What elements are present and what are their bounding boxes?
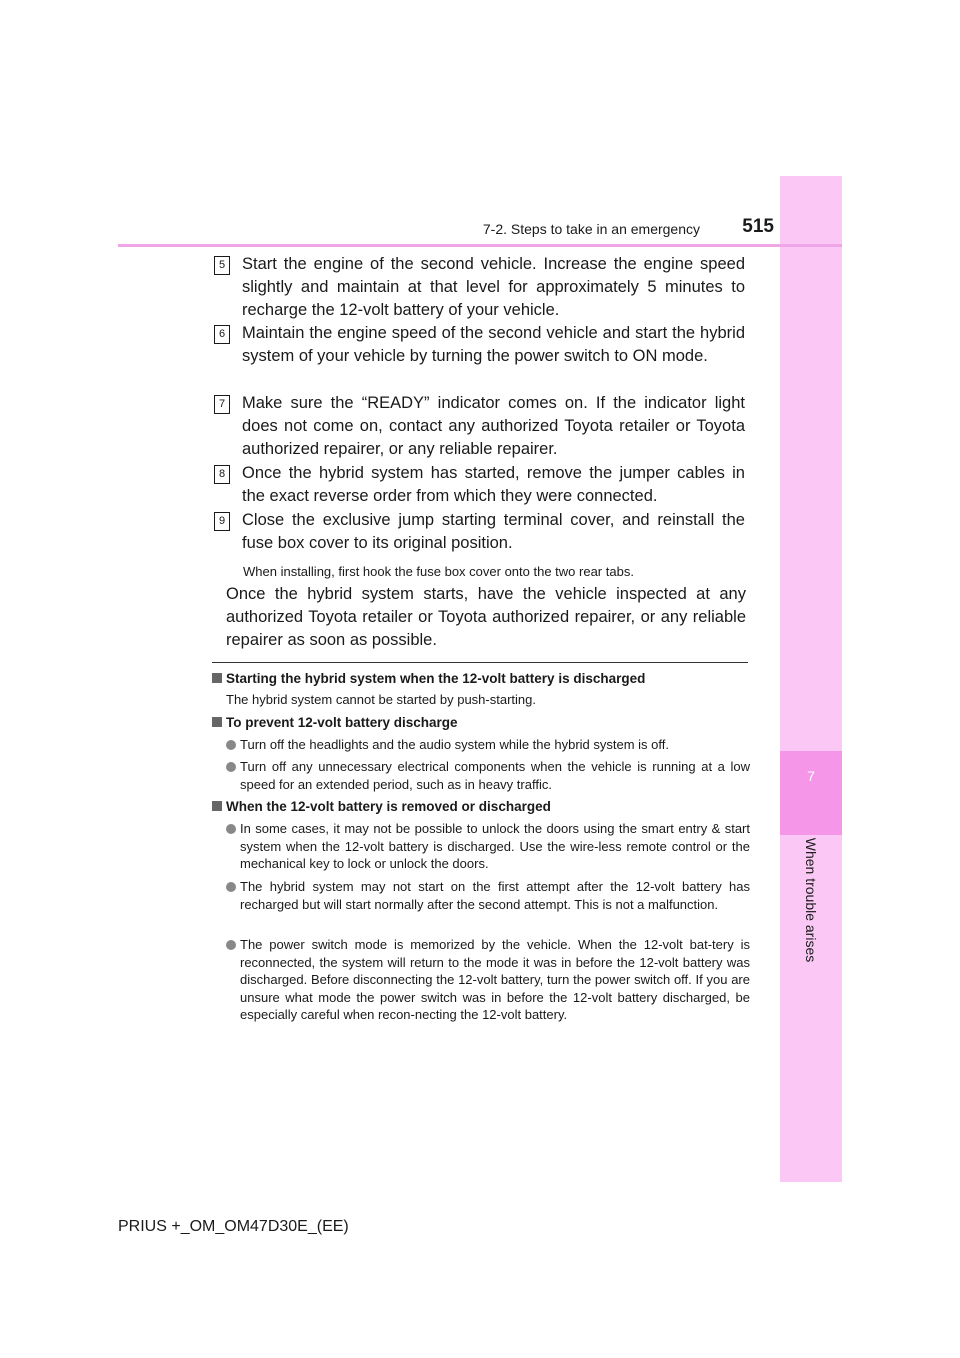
document-code-footer: PRIUS +_OM_OM47D30E_(EE) xyxy=(118,1218,349,1235)
square-bullet-icon xyxy=(212,801,222,811)
chapter-number-block xyxy=(780,751,842,835)
info-heading-text: When the 12-volt battery is removed or discharged xyxy=(226,799,551,814)
step-text: Once the hybrid system has started, remove the jumper cables in the exact reverse order from which they were connected. xyxy=(242,464,745,505)
info-heading-battery-removed xyxy=(212,798,752,816)
step-text: Start the engine of the second vehicle. Increase the engine speed slightly and maintain at that level for approximately 5 minutes to recharge the 12-volt battery of your vehicle. xyxy=(242,255,745,319)
step-text: Maintain the engine speed of the second vehicle and start the hybrid system of your vehicle by turning the power switch to ON mode. xyxy=(242,324,745,365)
info-heading-push-start xyxy=(212,670,752,688)
header-rule xyxy=(118,244,842,247)
info-heading-text: To prevent 12-volt battery discharge xyxy=(226,715,458,730)
info-text: The hybrid system cannot be started by push-starting. xyxy=(226,692,536,707)
chapter-number: 7 xyxy=(807,768,815,784)
bullet-dot-icon xyxy=(226,824,236,834)
step-9-note: When installing, first hook the fuse box cover onto the two rear tabs. xyxy=(243,564,634,579)
step-text: Close the exclusive jump starting terminal cover, and reinstall the fuse box cover to its original position. xyxy=(242,511,745,552)
bullet-dot-icon xyxy=(226,882,236,892)
bullet-text: Turn off the headlights and the audio system while the hybrid system is off. xyxy=(240,737,669,752)
square-bullet-icon xyxy=(212,717,222,727)
step-number-box: 9 xyxy=(214,512,230,531)
bullet-text: Turn off any unnecessary electrical components when the vehicle is running at a low speed for an extended period, such as in heavy traffic. xyxy=(240,759,750,792)
step-text: Make sure the “READY” indicator comes on. If the indicator light does not come on, contact any authorized Toyota retailer or Toyota authorized repairer, or any reliable repairer. xyxy=(242,394,745,458)
step-number-box: 8 xyxy=(214,465,230,484)
square-bullet-icon xyxy=(212,673,222,683)
info-heading-text: Starting the hybrid system when the 12-volt battery is discharged xyxy=(226,671,646,686)
bullet-text: The hybrid system may not start on the first attempt after the 12-volt battery has recharged but will start normally after the second attempt. This is not a malfunction. xyxy=(240,879,750,912)
info-heading-prevent-discharge xyxy=(212,714,752,732)
bullet-text: In some cases, it may not be possible to unlock the doors using the smart entry & start system when the 12-volt battery is discharged. Use the wire-less remote control or the mechanical key to lock or unlock the doors. xyxy=(240,821,750,871)
step-number-box: 6 xyxy=(214,325,230,344)
bullet-text: The power switch mode is memorized by the vehicle. When the 12-volt bat-tery is reconnected, the system will return to the mode it was in before the 12-volt battery was discharged. Before disconnecting the 12-volt battery, turn the power switch off. If you are unsure what mode the power switch was in before the 12-volt battery discharged, be especially careful when recon-necting the 12-volt battery. xyxy=(240,937,750,1022)
chapter-title: When trouble arises xyxy=(803,837,819,963)
section-title: 7-2. Steps to take in an emergency xyxy=(482,221,700,237)
step-number-box: 5 xyxy=(214,256,230,275)
section-divider xyxy=(212,662,748,663)
step-number-box: 7 xyxy=(214,395,230,414)
closing-paragraph: Once the hybrid system starts, have the vehicle inspected at any authorized Toyota retailer or Toyota authorized repairer, or any reliable repairer as soon as possible. xyxy=(226,585,746,649)
bullet-dot-icon xyxy=(226,940,236,950)
bullet-dot-icon xyxy=(226,762,236,772)
bullet-dot-icon xyxy=(226,740,236,750)
chapter-side-tab xyxy=(780,176,842,1182)
page-number: 515 xyxy=(742,216,774,237)
